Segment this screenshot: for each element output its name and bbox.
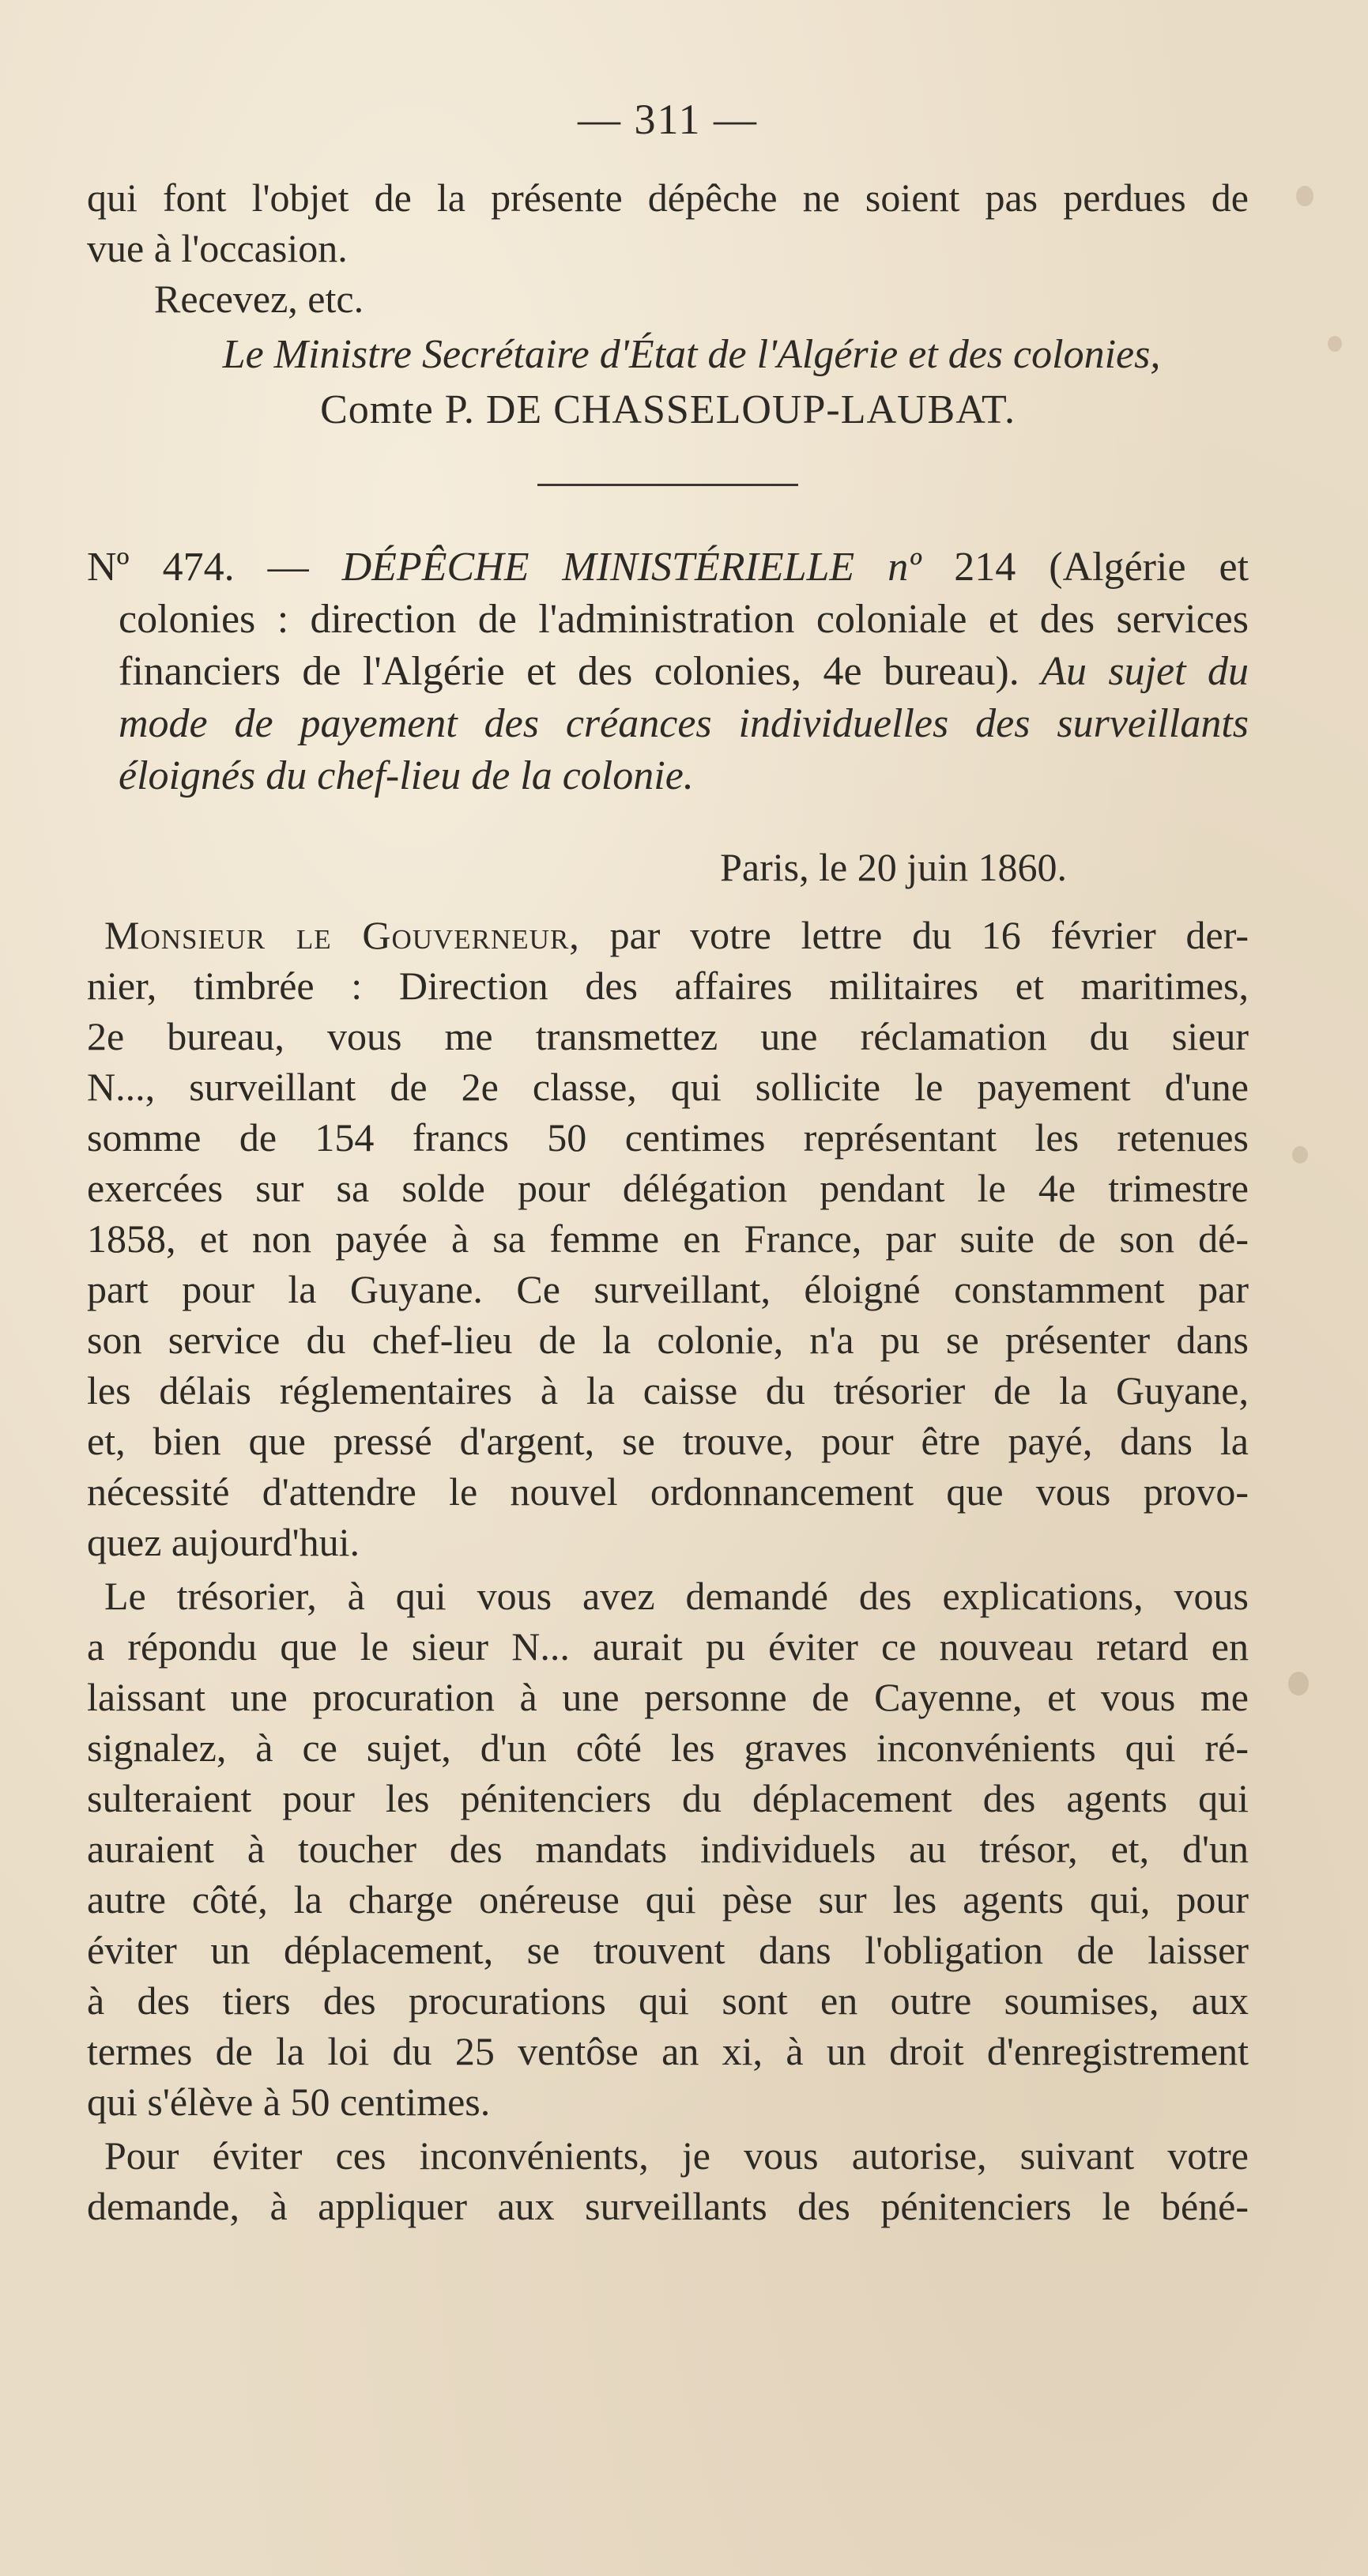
text-line: somme de 154 francs 50 centimes représentant les retenues <box>87 1115 1249 1160</box>
heading-line-4: mode de payement des créances individuelles des surveillants <box>119 701 1249 746</box>
signatory-role: Le Ministre Secrétaire d'État de l'Algérie et des colonies, <box>222 332 1161 377</box>
text-line: vue à l'occasion. <box>87 226 348 270</box>
text-line: son service du chef-lieu de la colonie, n'a pu se présenter dans <box>87 1318 1249 1362</box>
text-line: termes de la loi du 25 ventôse an xi, à un droit d'enregistrement <box>87 2029 1249 2073</box>
paper-stain <box>1296 186 1313 206</box>
signature-block <box>87 329 1249 436</box>
text-line: signalez, à ce sujet, d'un côté les graves inconvénients qui ré- <box>87 1726 1249 1770</box>
text-line: auraient à toucher des mandats individuels au trésor, et, d'un <box>87 1827 1249 1871</box>
heading-line-1 <box>87 541 1249 594</box>
text-line: qui s'élève à 50 centimes. <box>87 2080 491 2124</box>
text-line: éviter un déplacement, se trouvent dans l'obligation de laisser <box>87 1928 1249 1972</box>
paragraph-1 <box>87 910 1249 1567</box>
paragraph-3 <box>87 2130 1249 2231</box>
text-line: autre côté, la charge onéreuse qui pèse sur les agents qui, pour <box>87 1877 1249 1922</box>
dateline: Paris, le 20 juin 1860. <box>720 845 1067 889</box>
text-line: demande, à appliquer aux surveillants des pénitenciers le béné- <box>87 2184 1249 2228</box>
text-line: 2e bureau, vous me transmettez une réclamation du sieur <box>87 1014 1249 1058</box>
signatory-name: Comte P. DE CHASSELOUP-LAUBAT. <box>320 387 1016 432</box>
text-line: N..., surveillant de 2e classe, qui sollicite le payement d'une <box>87 1065 1249 1109</box>
paragraph-first-line <box>87 910 1249 960</box>
text-line: quez aujourd'hui. <box>87 1520 360 1564</box>
opening-block <box>87 172 1249 324</box>
heading-line-3 <box>87 646 1249 698</box>
page-number: — 311 — <box>578 96 758 143</box>
paper-stain <box>1292 1146 1308 1164</box>
text-line: et, bien que pressé d'argent, se trouve, pour être payé, dans la <box>87 1419 1249 1463</box>
text-line: les délais réglementaires à la caisse du trésorier de la Guyane, <box>87 1368 1249 1412</box>
closing-formula: Recevez, etc. <box>154 277 364 321</box>
text-line: sulteraient pour les pénitenciers du déplacement des agents qui <box>87 1776 1249 1820</box>
dispatch-heading <box>87 541 1249 802</box>
text-line: part pour la Guyane. Ce surveillant, éloigné constamment par <box>87 1267 1249 1311</box>
text-line: nécessité d'attendre le nouvel ordonnancement que vous provo- <box>87 1469 1249 1514</box>
text-line: laissant une procuration à une personne de Cayenne, et vous me <box>87 1675 1249 1719</box>
paragraph-2 <box>87 1571 1249 2127</box>
paper-stain <box>1328 336 1342 352</box>
heading-line-3-italic: Au sujet du <box>1041 649 1249 694</box>
first-line-rest: par votre lettre du 16 février der- <box>609 913 1249 957</box>
text-line: a répondu que le sieur N... aurait pu éviter ce nouveau retard en <box>87 1624 1249 1669</box>
heading-line-3-plain: financiers de l'Algérie et des colonies, 4e bureau). <box>119 649 1019 694</box>
salutation: Monsieur le Gouverneur, <box>104 913 580 957</box>
separator-rule <box>537 484 798 486</box>
text-line: qui font l'objet de la présente dépêche ne soient pas perdues de <box>87 175 1249 220</box>
text-line: à des tiers des procurations qui sont en outre soumises, aux <box>87 1978 1249 2023</box>
ref-prefix: nº <box>888 545 921 590</box>
dispatch-number: Nº 474. — <box>87 545 309 590</box>
text-line: nier, timbrée : Direction des affaires militaires et maritimes, <box>87 964 1249 1008</box>
paper-stain <box>1288 1672 1309 1695</box>
text-line: Pour éviter ces inconvénients, je vous autorise, suivant votre <box>104 2133 1249 2178</box>
ref-number: 214 <box>954 545 1016 590</box>
text-line: exercées sur sa solde pour délégation pendant le 4e trimestre <box>87 1166 1249 1210</box>
heading-line-5: éloignés du chef-lieu de la colonie. <box>119 753 694 798</box>
text-line: 1858, et non payée à sa femme en France, par suite de son dé- <box>87 1216 1249 1261</box>
document-page <box>87 95 1249 2231</box>
heading-line-2: colonies : direction de l'administration coloniale et des services <box>119 597 1249 642</box>
dispatch-title: DÉPÊCHE MINISTÉRIELLE <box>341 545 855 590</box>
text-line: Le trésorier, à qui vous avez demandé des explications, vous <box>104 1574 1249 1618</box>
ref-rest: (Algérie et <box>1049 545 1249 590</box>
